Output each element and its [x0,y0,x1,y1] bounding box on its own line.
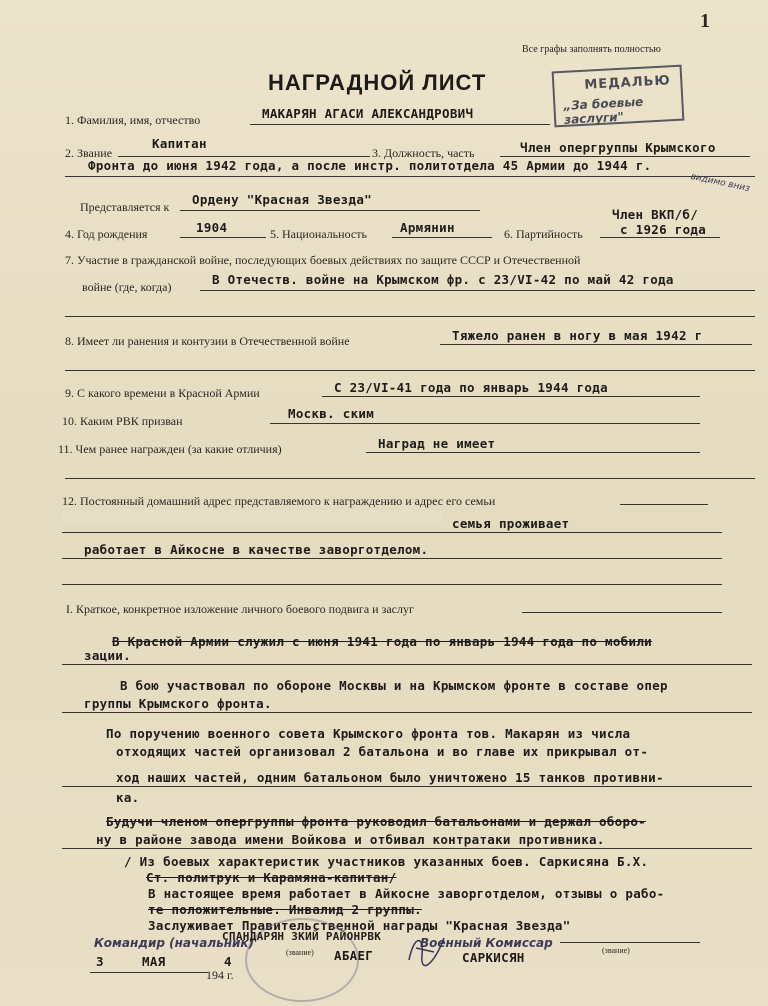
field-2-value: Капитан [152,136,207,151]
narrative-line-9: Будучи членом опергруппы фронта руководил батальонами и держал оборо- [106,814,646,829]
field-3-note: видимо вниз [689,171,751,195]
field-12-line [620,504,708,505]
narrative-line-2: зации. [84,648,131,663]
field-8-line [440,344,752,345]
field-12-label: 12. Постоянный домашний адрес представляемого к награждению и адрес его семьи [62,494,496,508]
date-year-digit: 4 [224,954,232,969]
commissar-label: Военный Комиссар [420,936,553,950]
field-6-value-top: Член ВКП/б/ [612,207,699,222]
field-8-label: 8. Имеет ли ранения и контузии в Отечественной войне [65,334,350,348]
stamp-top-text: МЕДАЛЬЮ [583,73,672,93]
narrative-rule-1 [62,664,752,665]
narrative-line-15: Заслуживает Правительственной награды "Красная Звезда" [148,918,571,933]
commissar-name: САРКИСЯН [462,950,525,965]
field-11-label: 11. Чем ранее награжден (за какие отличия) [58,442,282,456]
page-title: НАГРАДНОЙ ЛИСТ [268,70,487,95]
field-4-label: 4. Год рождения [65,227,148,241]
field-6-value: с 1926 года [620,222,707,237]
field-8-line-2 [65,370,755,371]
field-10-label: 10. Каким РВК призван [62,414,183,428]
date-label: 194 г. [206,968,234,982]
field-6-label: 6. Партийность [504,227,583,241]
narrative-line-1: В Красной Армии служил с июня 1941 года по январь 1944 года по мобили [112,634,652,649]
field-7-label-2: войне (где, когда) [82,280,172,294]
field-7-line [200,290,755,291]
field-5-value: Армянин [400,220,455,235]
narrative-line-12: Ст. политрук и Карамяна-капитан/ [146,870,397,885]
narrative-line-14: те положительные. Инвалид 2 группы. [148,902,422,917]
narrative-line-13: В настоящее время работает в Айкосне заворготделом, отзывы о рабо- [148,886,665,901]
field-11-line-2 [65,478,755,479]
field-7-label-1: 7. Участие в гражданской войне, последующих боевых действиях по защите СССР и Отечественной [65,253,581,267]
narrative-line-10: ну в районе завода имени Войкова и отбивал контратаки противника. [96,832,605,847]
field-12-line-4 [62,584,722,585]
narrative-line-4: группы Крымского фронта. [84,696,272,711]
presented-line [180,210,480,211]
commissar-line [560,942,700,943]
narrative-rule-4 [62,848,752,849]
field-12-line-3 [62,558,722,559]
narrative-line-7: ход наших частей, одним батальоном было уничтожено 15 танков противни- [116,770,664,785]
field-7-value: В Отечеств. войне на Крымском фр. с 23/VI-42 по май 42 года [212,272,674,287]
field-10-line [270,423,700,424]
narrative-rule-3 [62,786,752,787]
narrative-line-11: / Из боевых характеристик участников указанных боев. Саркисяна Б.Х. [124,854,649,869]
redacted-block [62,510,442,522]
field-12-value-1: семья проживает [452,516,570,531]
narrative-rule-2 [62,712,752,713]
field-9-line [322,396,700,397]
field-12-line-2 [62,532,722,533]
field-8-value: Тяжело ранен в ногу в мая 1942 г [452,328,703,343]
date-month: МАЯ [142,954,166,969]
commander-name: АБАЕГ [334,948,374,963]
commander-rank-label: (звание) [286,948,314,957]
date-line [90,972,208,973]
field-1-label: 1. Фамилия, имя, отчество [65,113,201,127]
field-3-cont-line [65,176,755,177]
section-1-label: I. Краткое, конкретное изложение личного боевого подвига и заслуг [66,602,414,616]
field-3-line [500,156,750,157]
field-2-line [118,156,370,157]
field-3-value: Член опергруппы Крымского [520,140,716,155]
section-1-line [522,612,722,613]
narrative-line-8: ка. [116,790,140,805]
field-12-value-2: работает в Айкосне в качестве заворготделом. [84,542,429,557]
field-9-value: С 23/VI-41 года по январь 1944 года [334,380,608,395]
commissar-rank-label: (звание) [602,946,630,955]
stamp-bottom-text: „За боевые заслуги" [563,94,644,127]
field-6-line [600,237,720,238]
field-3-continuation: Фронта до июня 1942 года, а после инстр. политотдела 45 Армии до 1944 г. [88,158,652,173]
commander-value: СПАНДАРЯН ЗКИЙ РАЙОНРВК [222,930,382,943]
narrative-line-6: отходящих частей организовал 2 батальона и во главе их прикрывал от- [116,744,649,759]
field-10-value: Москв. ским [288,406,375,421]
field-4-line [180,237,266,238]
field-9-label: 9. С какого времени в Красной Армии [65,386,260,400]
commander-label: Командир (начальник) [94,936,255,950]
narrative-line-3: В бою участвовал по обороне Москвы и на Крымском фронте в составе опер [120,678,668,693]
field-1-value: МАКАРЯН АГАСИ АЛЕКСАНДРОВИЧ [262,106,474,121]
field-11-line [366,452,700,453]
award-stamp [552,65,685,128]
field-3-label: 3. Должность, часть [372,146,475,160]
narrative-line-5: По поручению военного совета Крымского фронта тов. Макарян из числа [106,726,631,741]
presented-label: Представляется к [80,200,170,214]
page-number: 1 [700,10,710,32]
field-7-line-2 [65,316,755,317]
date-day: 3 [96,954,104,969]
field-1-line [250,124,550,125]
presented-value: Ордену "Красная Звезда" [192,192,372,207]
commissar-signature [404,930,454,970]
field-11-value: Наград не имеет [378,436,496,451]
field-5-line [392,237,492,238]
field-4-value: 1904 [196,220,228,235]
header-note: Все графы заполнять полностью [522,44,661,55]
field-2-label: 2. Звание [65,146,113,160]
field-5-label: 5. Национальность [270,227,367,241]
